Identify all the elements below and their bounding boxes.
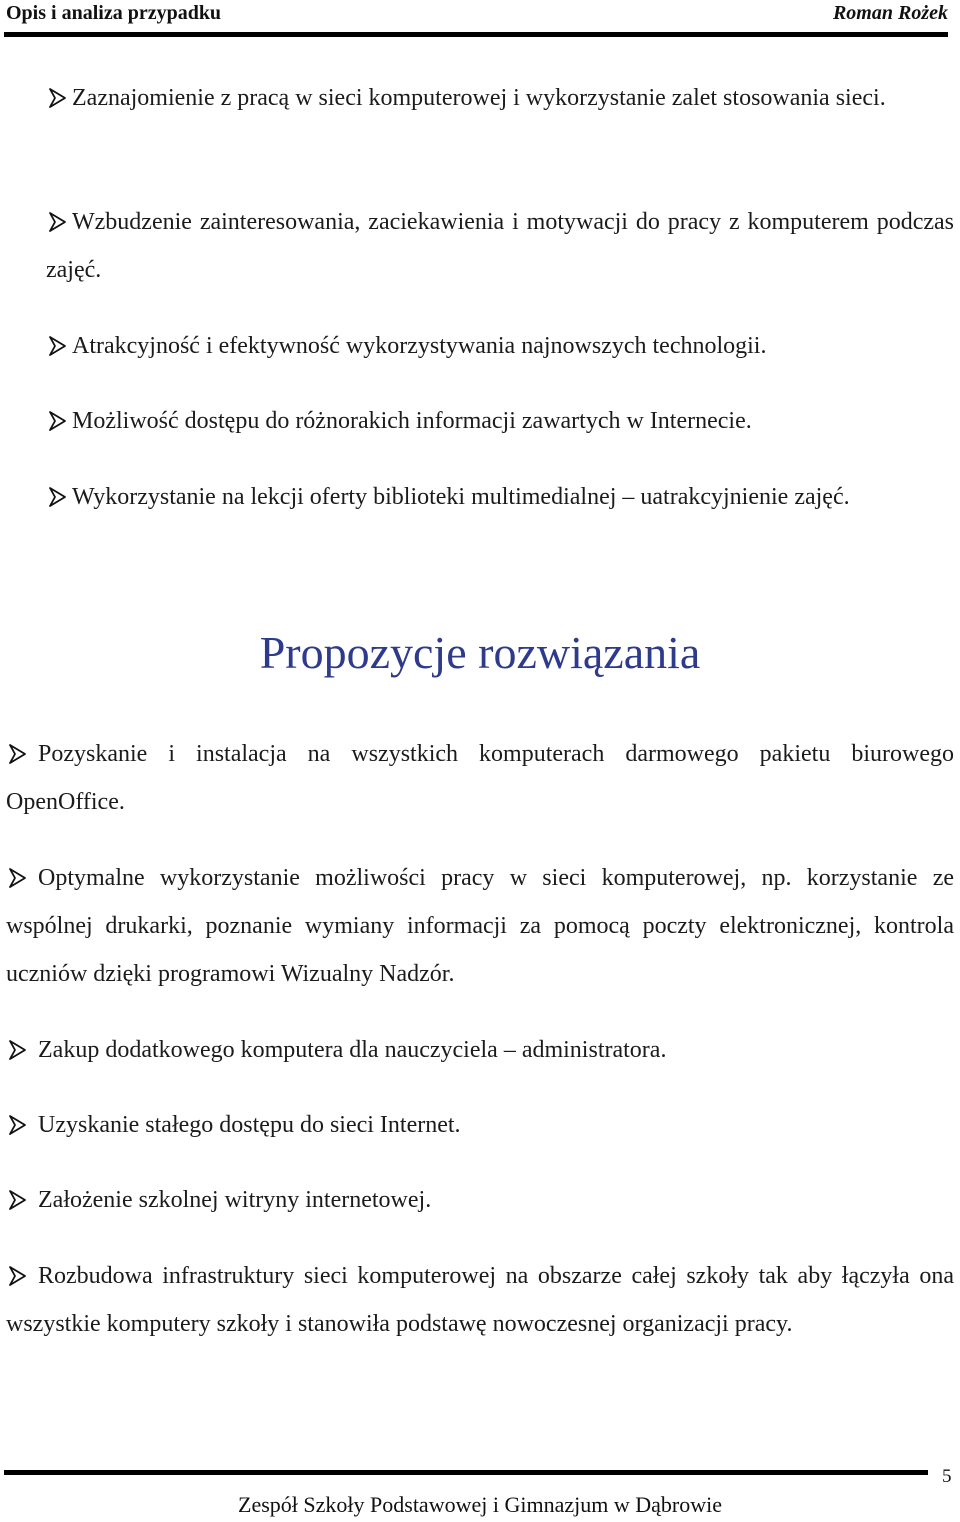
- list-item: [6, 1252, 954, 1348]
- list-item: [46, 322, 954, 370]
- list-item: [6, 854, 954, 998]
- list-item-text: Możliwość dostępu do różnorakich informacji zawartych w Internecie.: [72, 408, 752, 434]
- arrowhead-bullet-icon: [6, 1114, 28, 1136]
- arrowhead-bullet-icon: [46, 335, 68, 357]
- arrowhead-bullet-icon: [6, 1265, 28, 1287]
- list-item-text: Wykorzystanie na lekcji oferty biblioteki multimedialnej – uatrakcyjnienie zajęć.: [72, 484, 850, 510]
- document-title: Opis i analiza przypadku: [6, 2, 222, 24]
- list-item-text: Założenie szkolnej witryny internetowej.: [38, 1187, 432, 1213]
- arrowhead-bullet-icon: [46, 211, 68, 233]
- list-item: [46, 473, 954, 521]
- list-item-text: Pozyskanie i instalacja na wszystkich komputerach darmowego pakietu biurowego OpenOffice.: [6, 741, 954, 815]
- list-item-text: Zakup dodatkowego komputera dla nauczyciela – administratora.: [38, 1037, 667, 1063]
- list-item-text: Uzyskanie stałego dostępu do sieci Internet.: [38, 1112, 461, 1138]
- list-item: [6, 1026, 954, 1074]
- list-item-text: Optymalne wykorzystanie możliwości pracy w sieci komputerowej, np. korzystanie ze wspólnej drukarki, poznanie wymiany informacji za pomocą poczty elektronicznej, kontrola uczniów dzięki programowi Wizualny Nadzór.: [6, 865, 954, 987]
- footer-rule: [4, 1470, 928, 1475]
- arrowhead-bullet-icon: [46, 410, 68, 432]
- page-number: 5: [942, 1466, 952, 1487]
- footer-school-name: Zespół Szkoły Podstawowej i Gimnazjum w Dąbrowie: [238, 1492, 722, 1517]
- list-item: [46, 74, 954, 122]
- arrowhead-bullet-icon: [46, 486, 68, 508]
- list-item-text: Atrakcyjność i efektywność wykorzystywania najnowszych technologii.: [72, 333, 767, 359]
- arrowhead-bullet-icon: [6, 867, 28, 889]
- arrowhead-bullet-icon: [6, 1039, 28, 1061]
- list-item: [46, 198, 954, 294]
- header-rule: [4, 32, 948, 37]
- page-header: [0, 0, 948, 36]
- author-name: Roman Rożek: [832, 2, 948, 24]
- list-item: [6, 730, 954, 826]
- list-item: [46, 397, 954, 445]
- list-item-text: Zaznajomienie z pracą w sieci komputerowej i wykorzystanie zalet stosowania sieci.: [72, 85, 886, 111]
- arrowhead-bullet-icon: [6, 1189, 28, 1211]
- section-title: Propozycje rozwiązania: [259, 627, 701, 678]
- arrowhead-bullet-icon: [6, 743, 28, 765]
- list-item-text: Wzbudzenie zainteresowania, zaciekawienia i motywacji do pracy z komputerem podczas zajęć.: [46, 209, 954, 283]
- arrowhead-bullet-icon: [46, 87, 68, 109]
- list-item: [6, 1176, 954, 1224]
- list-item-text: Rozbudowa infrastruktury sieci komputerowej na obszarze całej szkoły tak aby łączyła ona wszystkie komputery szkoły i stanowiła podstawę nowoczesnej organizacji pracy.: [6, 1263, 954, 1337]
- list-item: [6, 1101, 954, 1149]
